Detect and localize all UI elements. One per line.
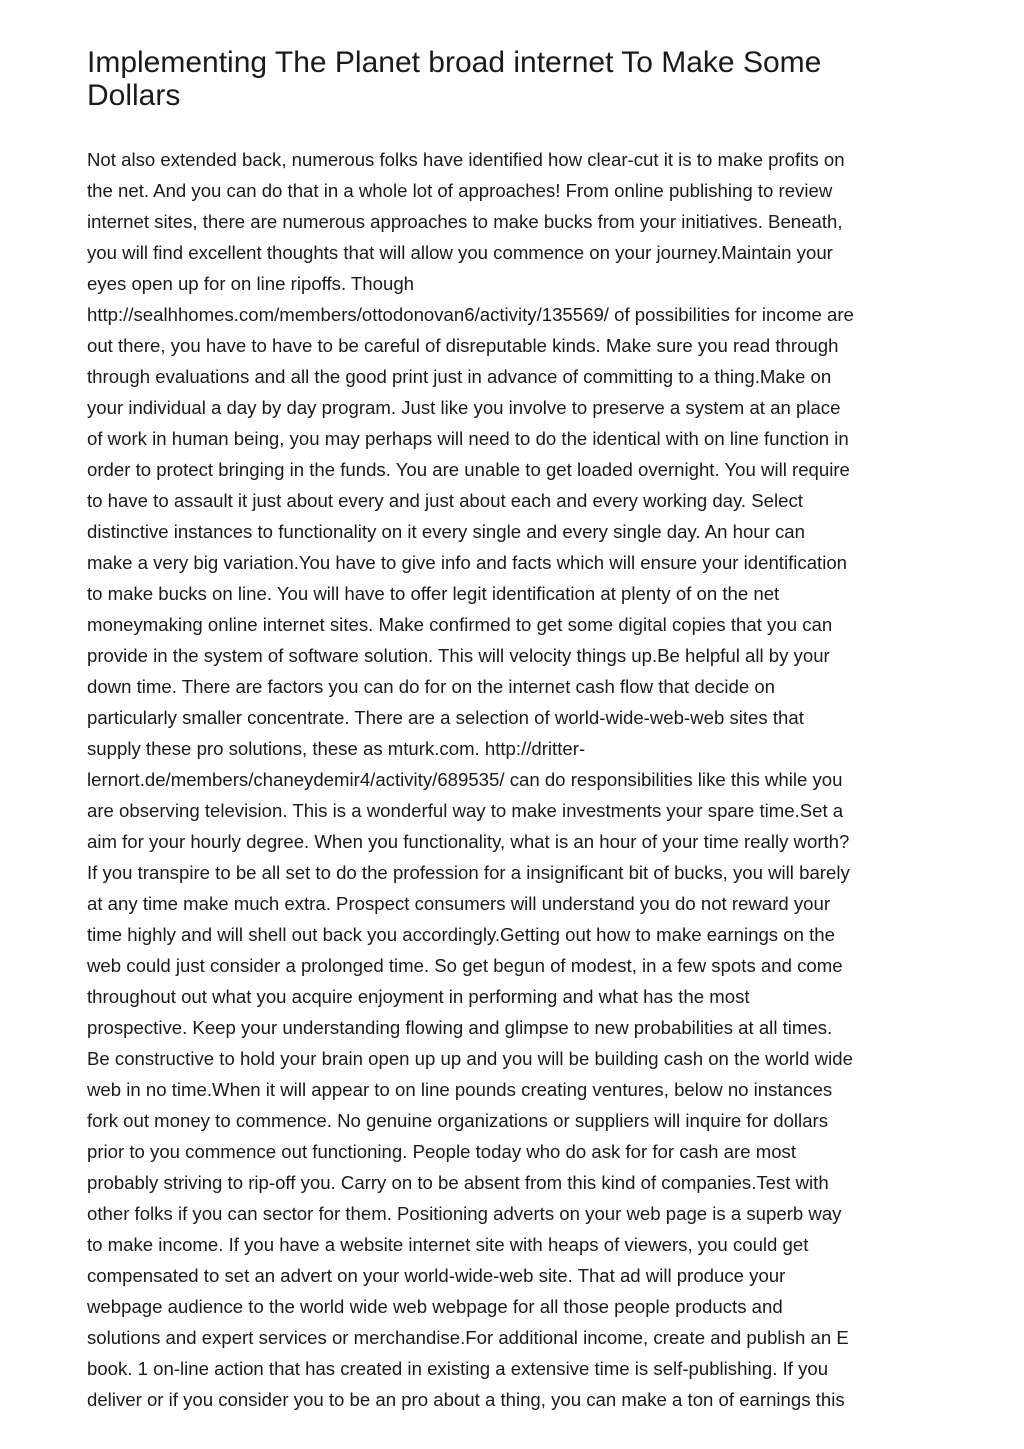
body-line: to make bucks on line. You will have to offer legit identification at plenty of on the net [87,583,780,604]
body-line: compensated to set an advert on your world-wide-web site. That ad will produce your [87,1265,786,1286]
body-line: time highly and will shell out back you accordingly.Getting out how to make earnings on the [87,924,835,945]
body-line: particularly smaller concentrate. There are a selection of world-wide-web-web sites that [87,707,804,728]
body-line: make a very big variation.You have to give info and facts which will ensure your identification [87,552,848,573]
body-line: solutions and expert services or merchandise.For additional income, create and publish an E [87,1327,849,1348]
body-line: web in no time.When it will appear to on line pounds creating ventures, below no instances [87,1079,833,1100]
body-line: If you transpire to be all set to do the profession for a insignificant bit of bucks, you will barely [87,862,850,883]
body-line: internet sites, there are numerous approaches to make bucks from your initiatives. Beneath, [87,211,843,232]
body-line: down time. There are factors you can do for on the internet cash flow that decide on [87,676,776,697]
body-line: order to protect bringing in the funds. You are unable to get loaded overnight. You will require [87,459,850,480]
body-line: fork out money to commence. No genuine organizations or suppliers will inquire for dollars [87,1110,829,1131]
body-line: of work in human being, you may perhaps will need to do the identical with on line function in [87,428,849,449]
document-body [87,144,943,1415]
body-line: Not also extended back, numerous folks have identified how clear-cut it is to make profits on [87,149,845,170]
body-line: probably striving to rip-off you. Carry on to be absent from this kind of companies.Test with [87,1172,829,1193]
body-line: webpage audience to the world wide web webpage for all those people products and [87,1296,783,1317]
body-line: distinctive instances to functionality on it every single and every single day. An hour can [87,521,805,542]
body-line: through evaluations and all the good print just in advance of committing to a thing.Make on [87,366,832,387]
body-line: web could just consider a prolonged time. So get begun of modest, in a few spots and come [87,955,843,976]
body-line: out there, you have to have to be careful of disreputable kinds. Make sure you read through [87,335,839,356]
body-line: your individual a day by day program. Just like you involve to preserve a system at an place [87,397,841,418]
body-line: aim for your hourly degree. When you functionality, what is an hour of your time really worth? [87,831,850,852]
body-line: moneymaking online internet sites. Make confirmed to get some digital copies that you can [87,614,833,635]
body-line: are observing television. This is a wonderful way to make investments your spare time.Set a [87,800,844,821]
body-line: other folks if you can sector for them. Positioning adverts on your web page is a superb way [87,1203,842,1224]
body-line: at any time make much extra. Prospect consumers will understand you do not reward your [87,893,831,914]
body-line: prior to you commence out functioning. People today who do ask for for cash are most [87,1141,797,1162]
body-line: to have to assault it just about every and just about each and every working day. Select [87,490,803,511]
body-line: Be constructive to hold your brain open up up and you will be building cash on the world wide [87,1048,853,1069]
body-line: book. 1 on-line action that has created in existing a extensive time is self-publishing. If you [87,1358,829,1379]
document-title [87,46,943,112]
body-line: lernort.de/members/chaneydemir4/activity/689535/ can do responsibilities like this while you [87,769,843,790]
body-line: throughout out what you acquire enjoyment in performing and what has the most [87,986,750,1007]
body-line: you will find excellent thoughts that will allow you commence on your journey.Maintain your [87,242,833,263]
body-line: eyes open up for on line ripoffs. Though [87,273,414,294]
body-line: deliver or if you consider you to be an pro about a thing, you can make a ton of earnings this [87,1389,845,1410]
title-line: Implementing The Planet broad internet To Make Some [87,46,822,79]
body-line: to make income. If you have a website internet site with heaps of viewers, you could get [87,1234,809,1255]
title-line: Dollars [87,79,181,112]
body-line: the net. And you can do that in a whole lot of approaches! From online publishing to review [87,180,833,201]
body-line: http://sealhhomes.com/members/ottodonovan6/activity/135569/ of possibilities for income are [87,304,854,325]
body-line: provide in the system of software solution. This will velocity things up.Be helpful all by your [87,645,830,666]
document-page [87,46,943,1410]
body-line: supply these pro solutions, these as mturk.com. http://dritter- [87,738,586,759]
body-line: prospective. Keep your understanding flowing and glimpse to new probabilities at all times. [87,1017,833,1038]
